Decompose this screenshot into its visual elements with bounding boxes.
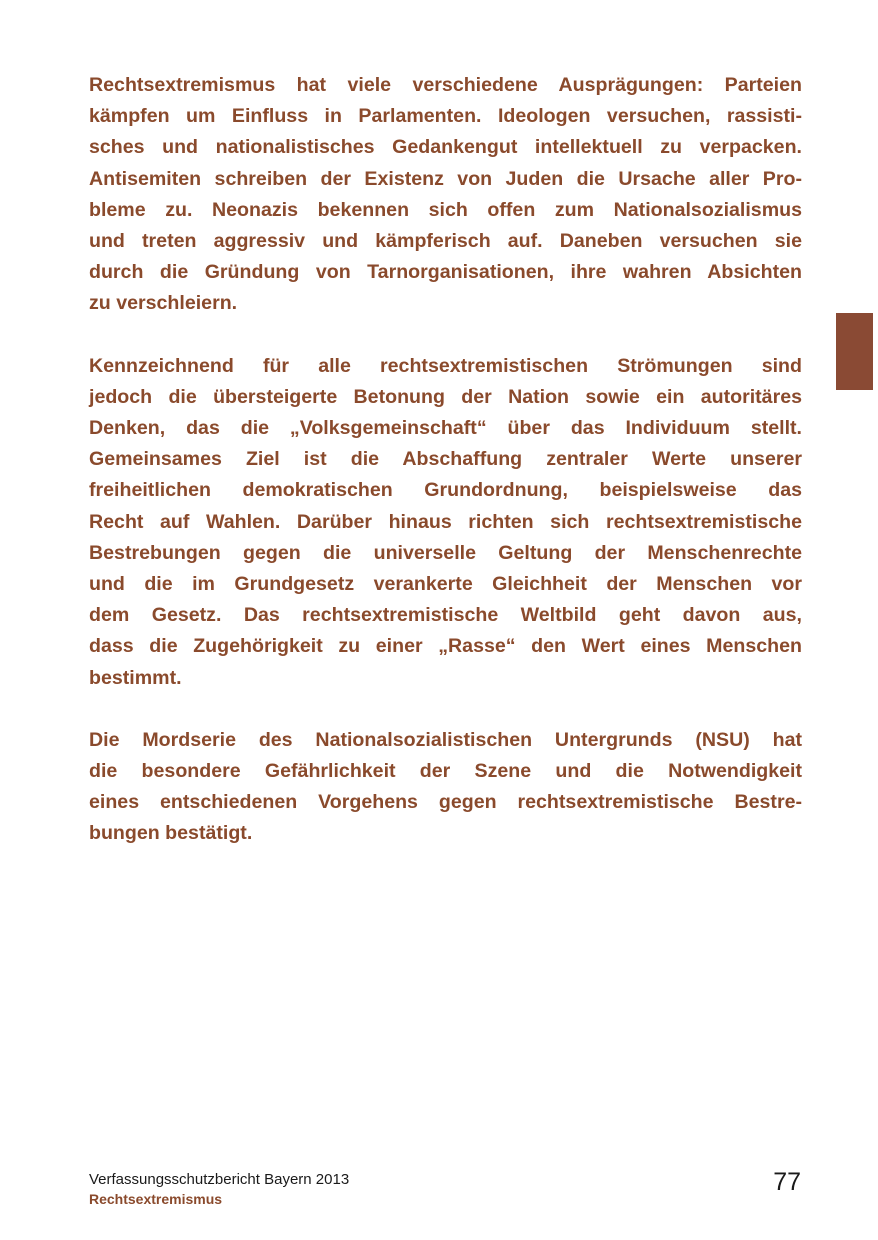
text-line: sches und nationalistisches Gedankengut intellektuell zu verpacken. (89, 136, 802, 159)
text-line: Denken, das die „Volksgemeinschaft“ über das Individuum stellt. (89, 417, 802, 440)
text-line: kämpfen um Einfluss in Parlamenten. Ideologen versuchen, rassisti- (89, 105, 802, 128)
chapter-side-tab (836, 313, 873, 390)
page-number: 77 (773, 1168, 801, 1196)
text-line: dass die Zugehörigkeit zu einer „Rasse“ den Wert eines Menschen (89, 635, 802, 658)
text-line: und treten aggressiv und kämpferisch auf. Daneben versuchen sie (89, 230, 802, 253)
text-line: Recht auf Wahlen. Darüber hinaus richten sich rechtsextremistische (89, 510, 802, 533)
text-line: Antisemiten schreiben der Existenz von Juden die Ursache aller Pro- (89, 167, 802, 190)
paragraph-3 (89, 725, 802, 850)
paragraph-2 (89, 351, 802, 694)
body-text (89, 70, 802, 881)
text-line: Bestrebungen gegen die universelle Geltung der Menschenrechte (89, 541, 802, 564)
text-line: Rechtsextremismus hat viele verschiedene Ausprägungen: Parteien (89, 74, 802, 96)
text-line: bestimmt. (89, 666, 182, 689)
text-line: die besondere Gefährlichkeit der Szene und die Notwendigkeit (89, 760, 802, 783)
footer-section-name: Rechtsextremismus (89, 1191, 223, 1207)
text-line: zu verschleiern. (89, 292, 238, 315)
text-line: durch die Gründung von Tarnorganisationen, ihre wahren Absichten (89, 261, 802, 284)
text-line: Kennzeichnend für alle rechtsextremistischen Strömungen sind (89, 354, 802, 377)
text-line: freiheitlichen demokratischen Grundordnung, beispielsweise das (89, 479, 802, 502)
text-line: dem Gesetz. Das rechtsextremistische Weltbild geht davon aus, (89, 604, 802, 627)
text-line: bleme zu. Neonazis bekennen sich offen zum Nationalsozialismus (89, 198, 802, 221)
text-line: Die Mordserie des Nationalsozialistischen Untergrunds (NSU) hat (89, 728, 802, 751)
text-line: bungen bestätigt. (89, 822, 253, 845)
text-line: jedoch die übersteigerte Betonung der Nation sowie ein autoritäres (89, 385, 802, 408)
text-line: eines entschiedenen Vorgehens gegen rechtsextremistische Bestre- (89, 791, 802, 814)
footer-report-title: Verfassungsschutzbericht Bayern 2013 (89, 1171, 350, 1188)
paragraph-1 (89, 70, 802, 320)
text-line: Gemeinsames Ziel ist die Abschaffung zentraler Werte unserer (89, 448, 802, 471)
text-line: und die im Grundgesetz verankerte Gleichheit der Menschen vor (89, 573, 802, 596)
